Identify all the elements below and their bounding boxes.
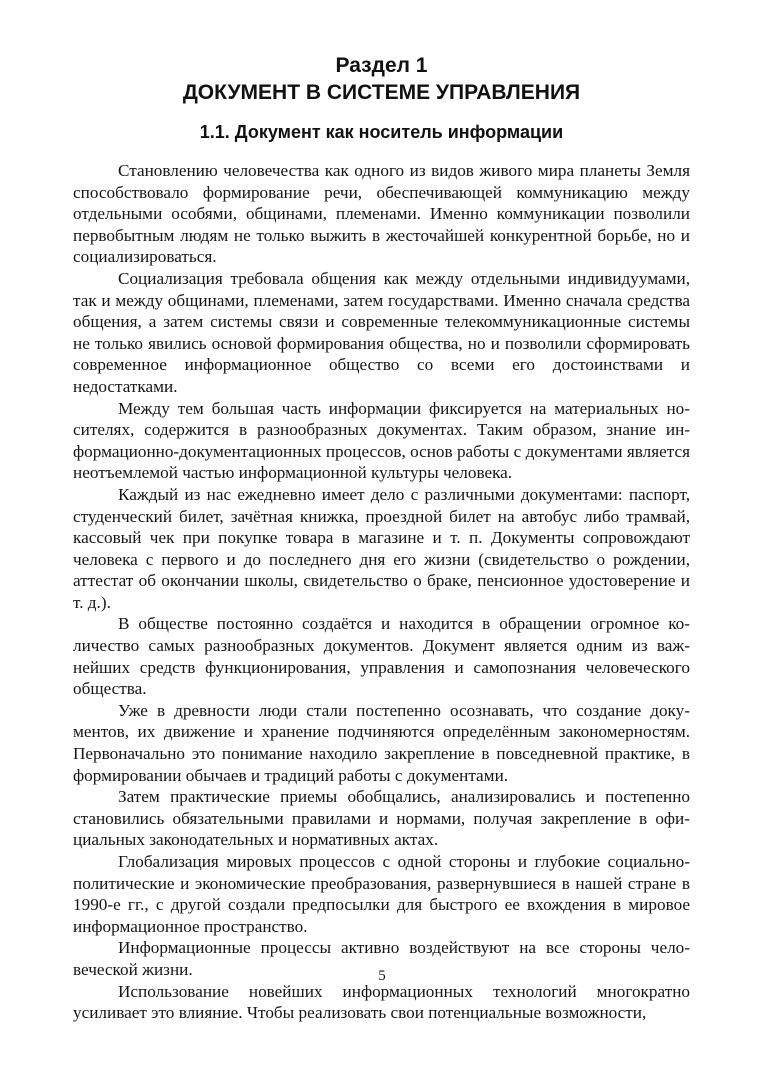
page-number: 5 — [378, 968, 386, 984]
body-text — [73, 160, 690, 1024]
paragraph: Использование новейших информационных технологий многократно усиливает это влияние. Чтобы реализовать свои потенциальные возможности, — [73, 981, 690, 1023]
paragraph: Социализация требовала общения как между отдельными индивидуумами, так и между общинами, племенами, затем государствами. Именно сначала средства общения, а затем системы связи и современные телекоммуникационные системы не только явились основой формирования общества, но и позволили сформировать современное информационное общество со всеми его достоинствами и недостатками. — [73, 268, 690, 396]
paragraph: Информационные процессы активно воздействуют на все стороны человеческой жизни. — [73, 938, 690, 979]
section-title: ДОКУМЕНТ В СИСТЕМЕ УПРАВЛЕНИЯ — [182, 81, 581, 104]
paragraph: В обществе постоянно создаётся и находится в обращении огромное количество самых разнообразных документов. Документ является одним из важнейших средств функционирования, управления и самопознания человеческого общества. — [73, 614, 690, 699]
paragraph: Между тем большая часть информации фиксируется на материальных носителях, содержится в разнообразных документах. Таким образом, знание информационно-документационных процессов, основ работы с документами является неотъемлемой частью информационной культуры человека. — [73, 398, 690, 483]
section-number: Раздел 1 — [335, 54, 428, 77]
subsection-title: 1.1. Документ как носитель информации — [199, 122, 564, 142]
document-page — [73, 0, 690, 1024]
paragraph: Уже в древности люди стали постепенно осознавать, что создание документов, их движение и хранение подчиняются определённым закономерностям. Первоначально это понимание находило закрепление в повседневной практике, в формировании обычаев и традиций работы с документами. — [73, 700, 690, 785]
paragraph: Каждый из нас ежедневно имеет дело с различными документами: паспорт, студенческий билет, зачётная книжка, проездной билет на автобус либо трамвай, кассовый чек при покупке товара в магазине и т. п. Документы сопровождают человека с первого и до последнего дня его жизни (свидетельство о рождении, аттестат об окончании школы, свидетельство о браке, пенсионное удостоверение и т. д.). — [73, 484, 690, 612]
paragraph: Становлению человечества как одного из видов живого мира планеты Земля способствовало формирование речи, обеспечивающей коммуникацию между отдельными особями, общинами, племенами. Именно коммуникации позволили первобытным людям не только выжить в жесточайшей конкурентной борьбе, но и социализироваться. — [73, 161, 690, 267]
paragraph: Глобализация мировых процессов с одной стороны и глубокие социально-политические и экономические преобразования, развернувшиеся в нашей стране в 1990-е гг., с другой создали предпосылки для быстрого ее вхождения в мировое информационное пространство. — [73, 852, 690, 936]
paragraph: Затем практические приемы обобщались, анализировались и постепенно становились обязательными правилами и нормами, получая закрепление в официальных законодательных и нормативных актах. — [73, 787, 690, 850]
